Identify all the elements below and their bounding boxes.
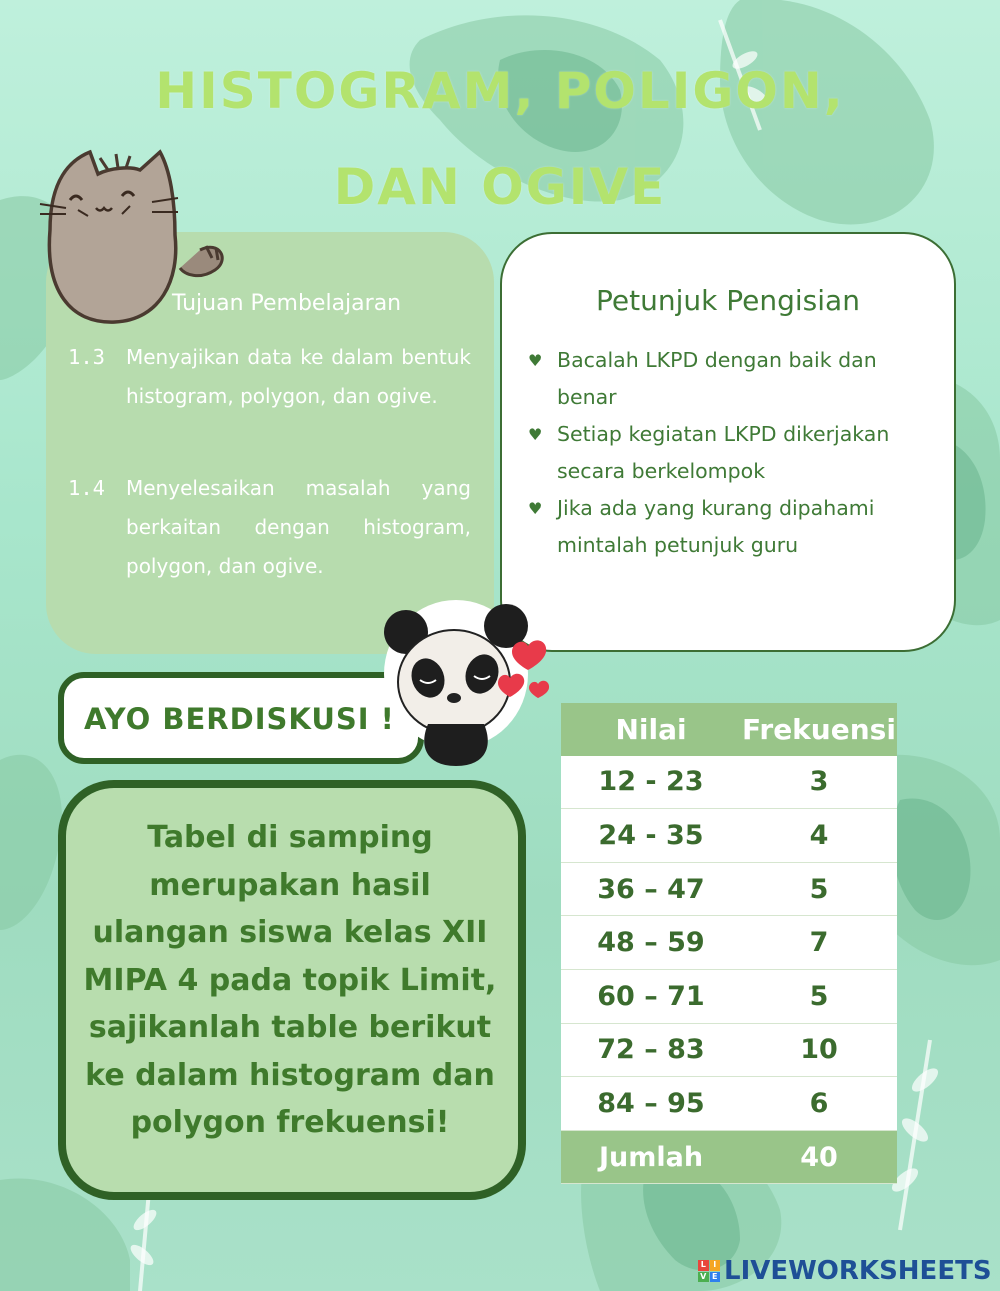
objective-item	[68, 338, 471, 458]
heart-bullet-icon: ♥	[528, 499, 543, 518]
heart-bullet-icon: ♥	[528, 351, 543, 370]
petunjuk-text: Setiap kegiatan LKPD dikerjakan secara berkelompok	[557, 422, 890, 483]
frequency-table	[561, 703, 897, 1184]
table-row	[561, 756, 897, 809]
cell-frekuensi: 5	[741, 862, 897, 916]
petunjuk-list	[528, 342, 938, 564]
cell-nilai: 48 – 59	[561, 916, 741, 970]
table-header-row	[561, 703, 897, 756]
liveworksheets-watermark[interactable]	[698, 1256, 992, 1286]
petunjuk-item	[528, 342, 938, 416]
table-total-row	[561, 1130, 897, 1184]
objective-item	[68, 469, 471, 589]
cell-nilai: 36 – 47	[561, 862, 741, 916]
cell-frekuensi: 7	[741, 916, 897, 970]
ayo-berdiskusi-label: AYO BERDISKUSI !	[84, 702, 395, 736]
table-row	[561, 809, 897, 863]
cell-nilai: 72 – 83	[561, 1023, 741, 1077]
table-row	[561, 916, 897, 970]
cell-nilai: 24 - 35	[561, 809, 741, 863]
cell-nilai: 60 – 71	[561, 969, 741, 1023]
cell-frekuensi: 6	[741, 1077, 897, 1131]
panda-illustration	[378, 598, 558, 768]
objective-text: Menyajikan data ke dalam bentuk histogram, polygon, dan ogive.	[126, 345, 471, 408]
heart-bullet-icon: ♥	[528, 425, 543, 444]
liveworksheets-logo-icon: L I V E	[698, 1260, 720, 1282]
objective-number: 1.3	[68, 345, 106, 369]
page-title-line-2: DAN OGIVE	[333, 158, 667, 216]
petunjuk-text: Bacalah LKPD dengan baik dan benar	[557, 348, 877, 409]
table-row	[561, 1023, 897, 1077]
cell-frekuensi: 4	[741, 809, 897, 863]
cell-jumlah-label: Jumlah	[561, 1130, 741, 1184]
cell-nilai: 12 - 23	[561, 756, 741, 809]
petunjuk-text: Jika ada yang kurang dipahami mintalah petunjuk guru	[557, 496, 875, 557]
table-row	[561, 862, 897, 916]
petunjuk-item	[528, 416, 938, 490]
objective-text: Menyelesaikan masalah yang berkaitan dengan histogram, polygon, dan ogive.	[126, 476, 471, 578]
petunjuk-heading: Petunjuk Pengisian	[596, 284, 860, 317]
tujuan-heading: Tujuan Pembelajaran	[172, 291, 402, 316]
cell-jumlah-value: 40	[741, 1130, 897, 1184]
watermark-text: LIVEWORKSHEETS	[724, 1256, 992, 1286]
header-frekuensi: Frekuensi	[741, 703, 897, 756]
table-row	[561, 1077, 897, 1131]
cell-frekuensi: 3	[741, 756, 897, 809]
discussion-text: Tabel di samping merupakan hasil ulangan siswa kelas XII MIPA 4 pada topik Limit, sajikanlah table berikut ke dalam histogram dan polygon frekuensi!	[83, 820, 497, 1140]
objective-number: 1.4	[68, 476, 106, 500]
cell-nilai: 84 – 95	[561, 1077, 741, 1131]
cell-frekuensi: 5	[741, 969, 897, 1023]
page-title-line-1: HISTOGRAM, POLIGON,	[155, 62, 845, 120]
cell-frekuensi: 10	[741, 1023, 897, 1077]
table-row	[561, 969, 897, 1023]
petunjuk-item	[528, 490, 938, 564]
header-nilai: Nilai	[561, 703, 741, 756]
